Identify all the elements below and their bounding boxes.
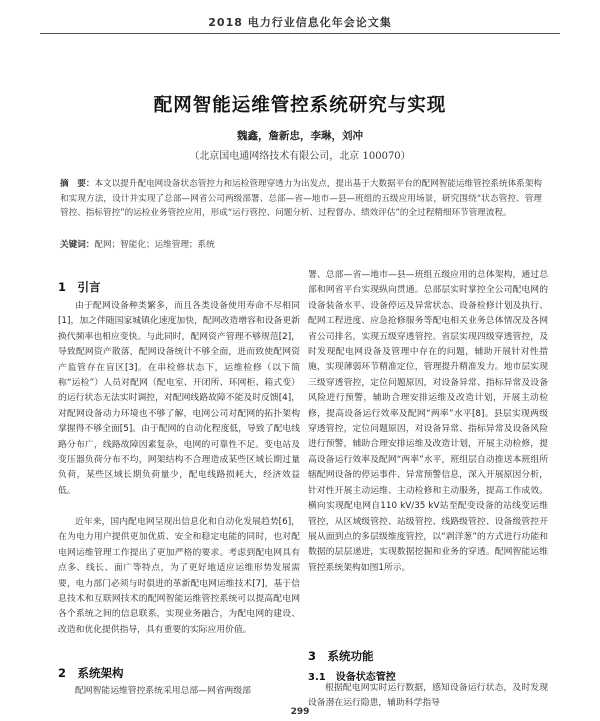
subsection-heading-device-status: 3.1 设备状态管控: [308, 672, 396, 683]
abstract-label: 摘 要：: [60, 179, 95, 189]
keywords-text: 配网；智能化；运维管理；系统: [94, 240, 215, 250]
intro-paragraph-1: 由于配网设备种类繁多，而且各类设备使用寿命不尽相同[1]，加之伴随国家城镇化速度加快，配网改造增容和设备更新换代频率也相应变快。与此同时，配网资产管理不够规范[2]，导致配网资产散落，配网设备统计不够全面，进而致使配网资产监管存在盲区[3]。在串检修状态下，运维检修（以下简称“运检”）人员对配网（配电室、开闭所、环网柜、箱式变）的运行状态无法实时调控，对配网线路故障不能及时反馈[4]，对配网设备动力环境也不够了解，电网公司对配网的拓扑架构掌握得不够全面[5]。由于配网的自动化程度低，导致了配电线路分布广，线路故障因素复杂，电网的可靠性不足。变电站及变压器负荷分布不均，网架结构不合理造成某些区域长期过量负荷，某些区域长期负荷量少，配电线路损耗大，经济效益低。: [58, 301, 300, 496]
abstract: [60, 177, 542, 221]
paper-title: 配网智能运维管控系统研究与实现: [153, 95, 447, 116]
architecture-paragraph-cont: 署、总部—省—地市—县—班组五级应用的总体架构，通过总部和网省平台实现纵向贯通。总部层实时掌控全公司配电网的设备装备水平、设备停运及异常状态、设备检修计划及执行、配网工程进度、应急抢修服务等配电相关业务总体情况及各网省公司排名，实现五级穿透管控。省层实现四级穿透管控，及时发现配电网设备及管理中存在的问题，辅助开展针对性措施，实现薄弱环节精准定位，管理提升精准发力。地市层实现三级穿透管控，定位问题原因，对设备异常、指标异常及设备风险进行预警，辅助合理安排运维及改造计划，开展主动检修，提高设备运行效率及配网“两率”水平[8]。县层实现两级穿透管控，定位问题原因，对设备异常、指标异常及设备风险进行预警，辅助合理安排运维及改造计划，开展主动检修，提高设备运行效率及配网“两率”水平，班组层自动推送本班组所辖配网设备的停运事件、异常预警信息，深入开展原因分析，针对性开展主动运维、主动检修和主动服务，提高工作成效。横向实现配电网自110 kV/35 kV站至配变设备的站线变运维管控，从区域级管控、站级管控、线路级管控、设备级管控开展从面到点的多层级维度管控，以“剥洋葱”的方式进行功能和数据的层层递进，实现数据挖掘和业务的穿透。配网智能运维管控系统架构如图1所示。: [308, 270, 548, 573]
affiliation: （北京国电通网络技术有限公司，北京 100070）: [189, 151, 411, 162]
page-number: 299: [290, 707, 310, 717]
abstract-text: 本文以提升配电网设备状态管控力和运检管理穿透力为出发点，提出基于大数据平台的配网智能运维管控系统体系架构和实现方法，设计并实现了总部—网省公司两级部署、总部—省—地市—县—班组的五级应用场景，研究围绕“状态管控、管理管控、指标管控”的运检业务管控应用，形成“运行管控、问题分析、过程督办、绩效评估”的全过程精细环节管理流程。: [60, 179, 542, 219]
device-status-paragraph: 根据配电网实时运行数据，感知设备运行状态，及时发现设备潜在运行隐患，辅助科学指导: [308, 683, 548, 709]
keywords-label: 关键词：: [60, 240, 95, 250]
running-head: 2018 电力行业信息化年会论文集: [208, 16, 392, 29]
authors: 魏鑫，詹新忠，李琳，刘冲: [237, 130, 363, 142]
section-heading-intro: 1 引言: [58, 280, 101, 294]
section-heading-architecture: 2 系统架构: [58, 666, 124, 680]
section-heading-functions: 3 系统功能: [308, 649, 374, 663]
header-rule: [40, 33, 560, 34]
architecture-paragraph: 配网智能运维管控系统采用总部—网省两级部: [75, 686, 251, 696]
keywords: [60, 238, 542, 250]
intro-paragraph-2: 近年来，国内配电网呈现出信息化和自动化发展趋势[6]，在为电力用户提供更加优质、安全和稳定电能的同时，也对配电网运维管理工作提出了更加严格的要求。考虑到配电网具有点多、线长、面广等特点，为了更好地适应运维形势发展需要，电力部门必须与时俱进的革新配电网运维技术[7]，基于信息技术和互联网技术的配网智能运维管控系统可以提高配电网各个系统之间的信息联系，实现业务融合，为配电网的建设、改造和优化提供指导，具有重要的实际应用价值。: [58, 517, 300, 635]
